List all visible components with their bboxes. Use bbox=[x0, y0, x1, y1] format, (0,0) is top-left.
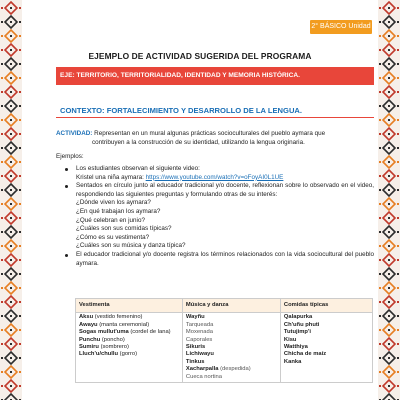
list-item bbox=[62, 165, 374, 182]
pattern-dot bbox=[388, 77, 390, 79]
term: Qalapurka bbox=[283, 314, 313, 321]
term: Lluch'u/chullu bbox=[79, 351, 119, 358]
question: ¿Cuáles son sus comidas típicas? bbox=[76, 225, 172, 233]
pattern-dot bbox=[397, 287, 399, 289]
pattern-dot bbox=[379, 91, 381, 93]
pattern-dot bbox=[397, 189, 399, 191]
bullet-text: El educador tradicional y/o docente registra los términos relacionados con la vida sociocultural del pueblo aymara. bbox=[76, 250, 374, 267]
comidas-cell bbox=[280, 313, 372, 383]
pattern-dot bbox=[388, 301, 390, 303]
pattern-dot bbox=[388, 175, 390, 177]
divider bbox=[56, 117, 374, 118]
pattern-dot bbox=[388, 231, 390, 233]
pattern-dot bbox=[19, 357, 21, 359]
pattern-dot bbox=[1, 175, 3, 177]
pattern-dot bbox=[10, 203, 12, 205]
pattern-dot bbox=[19, 189, 21, 191]
pattern-dot bbox=[10, 49, 12, 51]
pattern-dot bbox=[397, 315, 399, 317]
pattern-dot bbox=[397, 259, 399, 261]
term: Sogas mullut'uma bbox=[79, 329, 129, 336]
pattern-dot bbox=[19, 259, 21, 261]
pattern-dot bbox=[19, 315, 21, 317]
pattern-dot bbox=[379, 77, 381, 79]
pattern-dot bbox=[397, 133, 399, 135]
pattern-dot bbox=[10, 343, 12, 345]
pattern-dot bbox=[397, 77, 399, 79]
pattern-dot bbox=[1, 245, 3, 247]
pattern-dot bbox=[397, 63, 399, 65]
pattern-dot bbox=[388, 343, 390, 345]
term-entry bbox=[186, 329, 277, 336]
pattern-dot bbox=[388, 161, 390, 163]
pattern-dot bbox=[397, 385, 399, 387]
pattern-dot bbox=[379, 189, 381, 191]
pattern-dot bbox=[10, 371, 12, 373]
pattern-dot bbox=[379, 217, 381, 219]
pattern-dot bbox=[379, 147, 381, 149]
pattern-dot bbox=[10, 133, 12, 135]
bullet-text: Sentados en círculo junto al educador tradicional y/o docente, reflexionan sobre lo observado en el video, respondiendo las siguientes preguntas y formulando otras de su interés: bbox=[76, 182, 374, 198]
pattern-dot bbox=[379, 357, 381, 359]
pattern-dot bbox=[379, 385, 381, 387]
list-item bbox=[62, 251, 374, 268]
pattern-dot bbox=[1, 231, 3, 233]
column-header: Comidas típicas bbox=[280, 299, 372, 313]
term-description: (vestido femenino) bbox=[93, 314, 143, 321]
pattern-dot bbox=[388, 287, 390, 289]
pattern-dot bbox=[388, 133, 390, 135]
term-entry bbox=[186, 351, 277, 358]
pattern-dot bbox=[397, 357, 399, 359]
pattern-dot bbox=[379, 203, 381, 205]
pattern-dot bbox=[379, 21, 381, 23]
pattern-dot bbox=[388, 385, 390, 387]
pattern-dot bbox=[397, 301, 399, 303]
aymara-pattern-right bbox=[378, 0, 400, 400]
pattern-dot bbox=[19, 301, 21, 303]
pattern-dot bbox=[379, 259, 381, 261]
pattern-dot bbox=[388, 371, 390, 373]
pattern-dot bbox=[1, 203, 3, 205]
pattern-dot bbox=[19, 147, 21, 149]
aymara-pattern-left bbox=[0, 0, 22, 400]
term-entry bbox=[79, 337, 179, 344]
decorative-border-left bbox=[0, 0, 22, 400]
decorative-border-right bbox=[378, 0, 400, 400]
pattern-dot bbox=[397, 273, 399, 275]
pattern-dot bbox=[10, 105, 12, 107]
pattern-dot bbox=[379, 161, 381, 163]
pattern-dot bbox=[10, 119, 12, 121]
question: ¿Qué celebran en junio? bbox=[76, 216, 145, 224]
pattern-dot bbox=[379, 63, 381, 65]
pattern-dot bbox=[397, 21, 399, 23]
pattern-dot bbox=[388, 63, 390, 65]
examples-list bbox=[62, 165, 374, 268]
pattern-dot bbox=[10, 245, 12, 247]
pattern-dot bbox=[10, 35, 12, 37]
pattern-dot bbox=[1, 385, 3, 387]
pattern-dot bbox=[388, 91, 390, 93]
vestimenta-cell bbox=[76, 313, 183, 383]
table-header-row bbox=[76, 299, 373, 313]
pattern-dot bbox=[388, 357, 390, 359]
pattern-dot bbox=[10, 175, 12, 177]
pattern-dot bbox=[379, 315, 381, 317]
term: Watthiya bbox=[283, 344, 308, 351]
pattern-dot bbox=[10, 301, 12, 303]
eje-banner: EJE: TERRITORIO, TERRITORIALIDAD, IDENTIDAD Y MEMORIA HISTÓRICA. bbox=[56, 67, 374, 85]
pattern-dot bbox=[397, 119, 399, 121]
terms-table bbox=[75, 298, 373, 383]
pattern-dot bbox=[1, 315, 3, 317]
table-row bbox=[76, 313, 373, 383]
pattern-dot bbox=[1, 49, 3, 51]
examples-label: Ejemplos: bbox=[56, 153, 84, 160]
pattern-dot bbox=[379, 119, 381, 121]
activity-description bbox=[56, 129, 374, 147]
pattern-dot bbox=[19, 49, 21, 51]
pattern-dot bbox=[10, 315, 12, 317]
pattern-dot bbox=[19, 63, 21, 65]
pattern-dot bbox=[1, 357, 3, 359]
pattern-dot bbox=[19, 7, 21, 9]
pattern-dot bbox=[19, 133, 21, 135]
pattern-dot bbox=[1, 273, 3, 275]
pattern-dot bbox=[19, 273, 21, 275]
pattern-dot bbox=[379, 329, 381, 331]
pattern-dot bbox=[19, 161, 21, 163]
term-entry bbox=[79, 329, 179, 336]
pattern-dot bbox=[1, 217, 3, 219]
term-entry bbox=[186, 314, 277, 321]
pattern-dot bbox=[388, 259, 390, 261]
question: ¿Cuáles son su música y danza típica? bbox=[76, 242, 186, 250]
pattern-dot bbox=[19, 21, 21, 23]
list-item bbox=[62, 182, 374, 251]
pattern-dot bbox=[1, 77, 3, 79]
pattern-dot bbox=[1, 301, 3, 303]
pattern-dot bbox=[19, 203, 21, 205]
pattern-dot bbox=[388, 119, 390, 121]
pattern-dot bbox=[1, 105, 3, 107]
pattern-dot bbox=[1, 259, 3, 261]
term-entry bbox=[186, 359, 277, 366]
bullet-text: Los estudiantes observan el siguiente video: bbox=[76, 165, 200, 172]
pattern-dot bbox=[388, 147, 390, 149]
pattern-dot bbox=[10, 329, 12, 331]
pattern-dot bbox=[1, 161, 3, 163]
pattern-dot bbox=[1, 189, 3, 191]
pattern-dot bbox=[379, 7, 381, 9]
term: Ch'uñu phuti bbox=[283, 321, 320, 328]
term: Sikuris bbox=[185, 344, 206, 351]
pattern-dot bbox=[10, 7, 12, 9]
pattern-dot bbox=[1, 91, 3, 93]
column-header: Música y danza bbox=[182, 299, 280, 313]
pattern-dot bbox=[397, 35, 399, 37]
contexto-heading: CONTEXTO: FORTALECIMIENTO Y DESARROLLO DE LA LENGUA. bbox=[60, 106, 303, 115]
term-description: (gorro) bbox=[118, 351, 138, 358]
pattern-dot bbox=[19, 287, 21, 289]
term: Punchu bbox=[79, 336, 101, 343]
grade-unit-badge: 2° BÁSICO Unidad 3 bbox=[310, 20, 372, 34]
video-link[interactable]: https://www.youtube.com/watch?v=oFoyAI0L1UE bbox=[145, 173, 284, 181]
term-description: Caporales bbox=[185, 336, 213, 343]
term-entry bbox=[79, 344, 179, 351]
pattern-dot bbox=[379, 133, 381, 135]
pattern-dot bbox=[397, 203, 399, 205]
pattern-dot bbox=[10, 259, 12, 261]
pattern-dot bbox=[379, 49, 381, 51]
pattern-dot bbox=[1, 119, 3, 121]
pattern-dot bbox=[19, 371, 21, 373]
term: Tutujimp'i bbox=[283, 329, 311, 336]
pattern-dot bbox=[388, 21, 390, 23]
pattern-dot bbox=[1, 21, 3, 23]
activity-text-line1: Representan en un mural algunas prácticas socioculturales del pueblo aymara que bbox=[92, 130, 326, 137]
pattern-dot bbox=[1, 371, 3, 373]
term-entry bbox=[79, 314, 179, 321]
question: ¿En qué trabajan los aymara? bbox=[76, 207, 161, 215]
term-description: (sombrero) bbox=[98, 344, 129, 351]
pattern-dot bbox=[19, 105, 21, 107]
pattern-dot bbox=[1, 35, 3, 37]
term-entry bbox=[186, 366, 277, 373]
pattern-dot bbox=[1, 63, 3, 65]
term-description: Tarqueada bbox=[185, 321, 214, 328]
term: Kisu bbox=[283, 336, 297, 343]
pattern-dot bbox=[379, 273, 381, 275]
pattern-dot bbox=[10, 287, 12, 289]
pattern-dot bbox=[388, 329, 390, 331]
pattern-dot bbox=[10, 91, 12, 93]
pattern-dot bbox=[1, 343, 3, 345]
pattern-dot bbox=[19, 35, 21, 37]
activity-label: ACTIVIDAD: bbox=[56, 130, 93, 137]
term-entry bbox=[186, 374, 277, 381]
term-description: Cueca nortina bbox=[185, 373, 222, 380]
pattern-dot bbox=[397, 217, 399, 219]
pattern-dot bbox=[388, 189, 390, 191]
pattern-dot bbox=[388, 49, 390, 51]
pattern-dot bbox=[379, 287, 381, 289]
pattern-dot bbox=[397, 49, 399, 51]
pattern-dot bbox=[1, 7, 3, 9]
pattern-dot bbox=[388, 7, 390, 9]
pattern-dot bbox=[1, 147, 3, 149]
term-description: (poncho) bbox=[100, 336, 125, 343]
pattern-dot bbox=[19, 175, 21, 177]
term-entry bbox=[186, 322, 277, 329]
term-entry bbox=[79, 351, 179, 358]
term: Chicha de maíz bbox=[283, 351, 327, 358]
pattern-dot bbox=[397, 371, 399, 373]
pattern-dot bbox=[397, 245, 399, 247]
pattern-dot bbox=[379, 35, 381, 37]
pattern-dot bbox=[19, 329, 21, 331]
term: Xacharpalla bbox=[185, 366, 219, 373]
pattern-dot bbox=[10, 189, 12, 191]
pattern-dot bbox=[19, 245, 21, 247]
pattern-dot bbox=[10, 63, 12, 65]
pattern-dot bbox=[10, 385, 12, 387]
term-description: (cordel de lana) bbox=[128, 329, 171, 336]
pattern-dot bbox=[1, 133, 3, 135]
pattern-dot bbox=[379, 245, 381, 247]
pattern-dot bbox=[388, 217, 390, 219]
term-description: (despedida) bbox=[218, 366, 251, 373]
pattern-dot bbox=[388, 105, 390, 107]
pattern-dot bbox=[10, 231, 12, 233]
pattern-dot bbox=[397, 175, 399, 177]
pattern-dot bbox=[379, 343, 381, 345]
pattern-dot bbox=[379, 301, 381, 303]
question: ¿Dónde viven los aymara? bbox=[76, 199, 151, 207]
pattern-dot bbox=[19, 217, 21, 219]
term: Sumiru bbox=[79, 344, 99, 351]
activity-text-line2: contribuyen a la construcción de su identidad, utilizando la lengua originaria. bbox=[92, 139, 305, 146]
pattern-dot bbox=[10, 273, 12, 275]
pattern-dot bbox=[379, 371, 381, 373]
pattern-dot bbox=[19, 385, 21, 387]
pattern-dot bbox=[397, 91, 399, 93]
pattern-dot bbox=[388, 273, 390, 275]
term: Tinkus bbox=[185, 358, 205, 365]
bullet-text: Kristel una niña aymara: bbox=[76, 173, 146, 181]
pattern-dot bbox=[1, 329, 3, 331]
pattern-dot bbox=[388, 315, 390, 317]
pattern-dot bbox=[397, 161, 399, 163]
pattern-dot bbox=[1, 287, 3, 289]
term-entry bbox=[186, 337, 277, 344]
column-header: Vestimenta bbox=[76, 299, 183, 313]
musica-cell bbox=[182, 313, 280, 383]
pattern-dot bbox=[379, 231, 381, 233]
pattern-dot bbox=[10, 217, 12, 219]
pattern-dot bbox=[19, 119, 21, 121]
pattern-dot bbox=[397, 329, 399, 331]
term-description: Moxenada bbox=[185, 329, 213, 336]
pattern-dot bbox=[19, 231, 21, 233]
pattern-dot bbox=[19, 343, 21, 345]
pattern-dot bbox=[397, 343, 399, 345]
pattern-dot bbox=[379, 175, 381, 177]
pattern-dot bbox=[10, 77, 12, 79]
question: ¿Cómo es su vestimenta? bbox=[76, 233, 150, 241]
term-entry bbox=[186, 344, 277, 351]
pattern-dot bbox=[397, 147, 399, 149]
pattern-dot bbox=[10, 147, 12, 149]
term: Kanka bbox=[283, 358, 302, 365]
page-title: EJEMPLO DE ACTIVIDAD SUGERIDA DEL PROGRAMA bbox=[88, 51, 312, 61]
pattern-dot bbox=[397, 231, 399, 233]
term: Awayu bbox=[79, 321, 98, 328]
term-description: (manta ceremonial) bbox=[97, 321, 150, 328]
pattern-dot bbox=[10, 357, 12, 359]
pattern-dot bbox=[397, 7, 399, 9]
pattern-dot bbox=[10, 21, 12, 23]
term: Aksu bbox=[79, 314, 94, 321]
pattern-dot bbox=[10, 161, 12, 163]
pattern-dot bbox=[388, 203, 390, 205]
term: Lichiwayu bbox=[185, 351, 214, 358]
pattern-dot bbox=[388, 245, 390, 247]
pattern-dot bbox=[388, 35, 390, 37]
pattern-dot bbox=[397, 105, 399, 107]
term-entry bbox=[79, 322, 179, 329]
pattern-dot bbox=[379, 105, 381, 107]
pattern-dot bbox=[19, 91, 21, 93]
term: Wayñu bbox=[185, 314, 205, 321]
pattern-dot bbox=[19, 77, 21, 79]
